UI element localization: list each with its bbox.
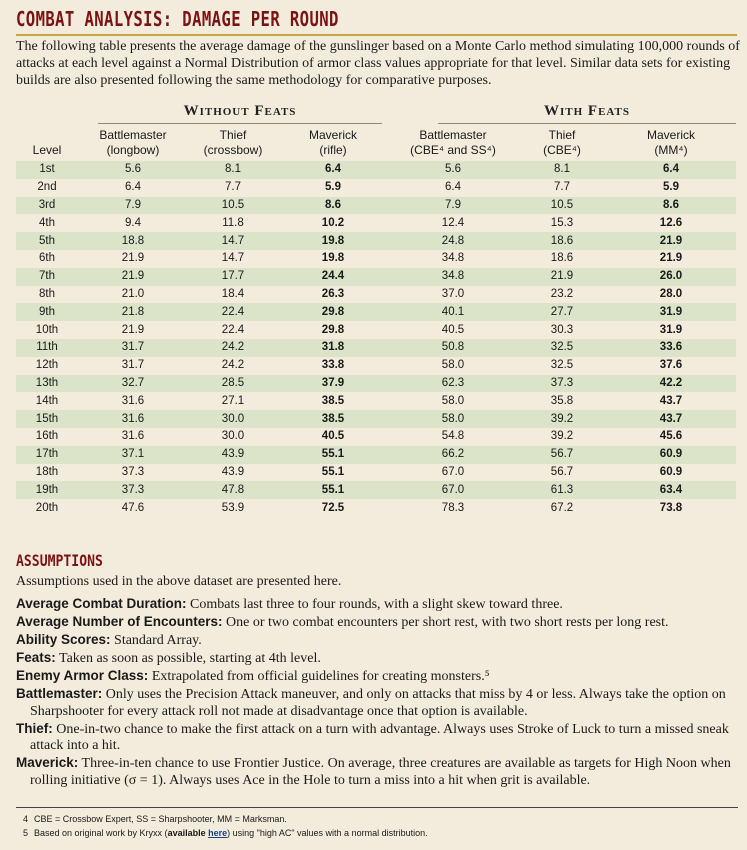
value-cell: 54.8 bbox=[441, 430, 465, 443]
value-cell: 55.1 bbox=[321, 448, 345, 461]
value-cell: 56.7 bbox=[550, 465, 574, 478]
table-row bbox=[16, 250, 736, 268]
value-cell: 11.8 bbox=[222, 216, 244, 229]
column-header-line2: (longbow) bbox=[106, 143, 160, 157]
value-cell: 6.4 bbox=[125, 181, 141, 194]
value-cell: 43.7 bbox=[659, 394, 683, 407]
value-cell: 38.5 bbox=[321, 412, 345, 425]
footnote-text-post: ) using "high AC" values with a normal distribution. bbox=[227, 828, 428, 838]
level-cell: 3rd bbox=[38, 198, 56, 211]
value-cell: 14.7 bbox=[221, 252, 245, 265]
table-row bbox=[16, 410, 736, 428]
level-cell: 17th bbox=[35, 448, 59, 461]
footnote-link-here[interactable]: here bbox=[208, 828, 228, 838]
level-cell: 11th bbox=[36, 341, 58, 354]
level-cell: 14th bbox=[35, 394, 59, 407]
value-cell: 32.7 bbox=[121, 376, 145, 389]
table-row bbox=[16, 197, 736, 215]
footnote-text-pre: Based on original work by Kryxx ( bbox=[34, 828, 168, 838]
assumption-item bbox=[16, 632, 738, 650]
table-row bbox=[16, 214, 736, 232]
value-cell: 37.3 bbox=[121, 465, 145, 478]
level-cell: 1st bbox=[39, 163, 55, 176]
value-cell: 14.7 bbox=[221, 234, 245, 247]
value-cell: 19.8 bbox=[321, 234, 345, 247]
value-cell: 31.8 bbox=[321, 341, 345, 354]
table-body bbox=[16, 161, 736, 517]
footnotes bbox=[16, 812, 738, 840]
value-cell: 53.9 bbox=[221, 501, 245, 514]
value-cell: 39.2 bbox=[550, 430, 574, 443]
footnote-text: CBE = Crossbow Expert, SS = Sharpshooter, MM = Marksman. bbox=[34, 814, 287, 824]
table-row bbox=[16, 428, 736, 446]
group-rule-without bbox=[98, 123, 382, 124]
group-heading-without-feats: Without Feats bbox=[183, 103, 297, 119]
assumption-text: Extrapolated from official guidelines for creating monsters.⁵ bbox=[148, 669, 490, 684]
value-cell: 30.0 bbox=[221, 412, 245, 425]
value-cell: 23.2 bbox=[550, 287, 574, 300]
value-cell: 27.7 bbox=[550, 305, 574, 318]
value-cell: 12.4 bbox=[441, 216, 465, 229]
footnote-rule bbox=[16, 807, 738, 808]
assumption-text: One-in-two chance to make the first attack on a turn with advantage. Always uses Stroke of Luck to turn a missed sneak attack into a hit. bbox=[30, 721, 729, 753]
footnote-4 bbox=[16, 812, 738, 826]
value-cell: 31.7 bbox=[121, 341, 145, 354]
column-header-line2: (CBE⁴ and SS⁴) bbox=[410, 143, 496, 157]
value-cell: 33.6 bbox=[659, 341, 683, 354]
footnote-number: 4 bbox=[22, 814, 28, 824]
value-cell: 18.4 bbox=[221, 287, 245, 300]
value-cell: 58.0 bbox=[441, 359, 465, 372]
level-cell: 20th bbox=[35, 501, 59, 514]
level-cell: 13th bbox=[35, 376, 59, 389]
table-row bbox=[16, 339, 736, 357]
footnote-5 bbox=[16, 826, 738, 840]
intro-paragraph: The following table presents the average damage of the gunslinger based on a Monte Carlo method simulating 100,000 rounds of attacks at each level against a Normal Distribution of armor class values appropriate for that level. Similar data sets for existing builds are also presented following the same methodology for comparative purposes. bbox=[16, 39, 740, 88]
level-cell: 6th bbox=[39, 252, 55, 265]
value-cell: 6.4 bbox=[663, 163, 679, 176]
value-cell: 40.5 bbox=[321, 430, 345, 443]
column-header bbox=[188, 125, 278, 161]
value-cell: 24.4 bbox=[321, 270, 345, 283]
assumptions-intro: Assumptions used in the above dataset are presented here. bbox=[16, 574, 342, 589]
group-heading-with-feats: With Feats bbox=[543, 103, 630, 119]
column-header bbox=[606, 125, 736, 161]
column-header-line1: Thief bbox=[219, 128, 247, 142]
table-row bbox=[16, 464, 736, 482]
value-cell: 62.3 bbox=[441, 376, 465, 389]
value-cell: 37.3 bbox=[121, 483, 145, 496]
level-cell: 12th bbox=[35, 359, 59, 372]
table-row bbox=[16, 179, 736, 197]
level-cell: 9th bbox=[39, 305, 55, 318]
value-cell: 21.9 bbox=[121, 270, 145, 283]
value-cell: 42.2 bbox=[659, 376, 683, 389]
value-cell: 21.9 bbox=[121, 323, 145, 336]
assumption-item bbox=[16, 596, 738, 614]
table-row bbox=[16, 499, 736, 517]
value-cell: 24.2 bbox=[221, 359, 245, 372]
value-cell: 24.8 bbox=[441, 234, 465, 247]
value-cell: 47.6 bbox=[121, 501, 145, 514]
value-cell: 30.0 bbox=[221, 430, 245, 443]
value-cell: 31.7 bbox=[121, 359, 145, 372]
value-cell: 7.7 bbox=[554, 181, 570, 194]
assumption-item bbox=[16, 721, 738, 755]
level-cell: 10th bbox=[35, 323, 59, 336]
value-cell: 18.8 bbox=[121, 234, 145, 247]
value-cell: 32.5 bbox=[550, 341, 574, 354]
assumption-text: Three-in-ten chance to use Frontier Justice. On average, three creatures are available as targets for High Noon when rolling initiative (σ = 1). Always uses Ace in the Hole to turn a miss into a hit when grit is available. bbox=[30, 756, 731, 788]
value-cell: 34.8 bbox=[441, 252, 465, 265]
value-cell: 40.1 bbox=[441, 305, 465, 318]
level-cell: 2nd bbox=[37, 181, 57, 194]
value-cell: 37.1 bbox=[121, 448, 145, 461]
value-cell: 39.2 bbox=[550, 412, 574, 425]
page-title: COMBAT ANALYSIS: DAMAGE PER ROUND bbox=[16, 7, 339, 31]
value-cell: 73.8 bbox=[659, 501, 683, 514]
title-bar bbox=[16, 6, 737, 36]
value-cell: 50.8 bbox=[441, 341, 465, 354]
column-header-line2: (CBE⁴) bbox=[543, 143, 581, 157]
column-header bbox=[78, 125, 188, 161]
table-row bbox=[16, 446, 736, 464]
value-cell: 8.6 bbox=[663, 198, 679, 211]
value-cell: 43.9 bbox=[221, 448, 245, 461]
value-cell: 33.8 bbox=[321, 359, 345, 372]
value-cell: 72.5 bbox=[321, 501, 345, 514]
table-row bbox=[16, 268, 736, 286]
table-row bbox=[16, 286, 736, 304]
value-cell: 37.6 bbox=[659, 359, 683, 372]
value-cell: 21.0 bbox=[121, 287, 145, 300]
value-cell: 31.6 bbox=[121, 430, 145, 443]
level-cell: 5th bbox=[39, 234, 55, 247]
column-header bbox=[278, 125, 388, 161]
value-cell: 26.0 bbox=[659, 270, 683, 283]
value-cell: 8.1 bbox=[554, 163, 570, 176]
level-cell: 15th bbox=[35, 412, 59, 425]
value-cell: 47.8 bbox=[221, 483, 245, 496]
value-cell: 31.6 bbox=[121, 412, 145, 425]
table-header-row bbox=[16, 125, 736, 161]
assumption-term: Thief: bbox=[16, 720, 53, 736]
value-cell: 55.1 bbox=[321, 465, 345, 478]
value-cell: 31.9 bbox=[659, 305, 683, 318]
value-cell: 5.6 bbox=[125, 163, 141, 176]
table-row bbox=[16, 392, 736, 410]
table-row bbox=[16, 232, 736, 250]
value-cell: 32.5 bbox=[550, 359, 574, 372]
assumption-text: Only uses the Precision Attack maneuver, and only on attacks that miss by 4 or less. Always take the option on Sharpshooter for every attack roll not made at disadvantage once that option is available. bbox=[30, 687, 726, 719]
value-cell: 21.9 bbox=[121, 252, 145, 265]
value-cell: 37.3 bbox=[550, 376, 574, 389]
level-cell: 8th bbox=[39, 287, 55, 300]
assumptions-list bbox=[16, 596, 738, 790]
column-header bbox=[518, 125, 606, 161]
assumption-item bbox=[16, 650, 738, 668]
value-cell: 63.4 bbox=[659, 483, 683, 496]
value-cell: 56.7 bbox=[550, 448, 574, 461]
value-cell: 6.4 bbox=[325, 163, 341, 176]
assumption-term: Battlemaster: bbox=[16, 686, 103, 701]
value-cell: 22.4 bbox=[221, 305, 245, 318]
value-cell: 43.7 bbox=[659, 412, 683, 425]
value-cell: 37.9 bbox=[321, 376, 345, 389]
value-cell: 15.3 bbox=[550, 216, 574, 229]
value-cell: 22.4 bbox=[221, 323, 245, 336]
value-cell: 12.6 bbox=[659, 216, 683, 229]
column-header bbox=[388, 125, 518, 161]
assumption-item bbox=[16, 614, 738, 632]
value-cell: 9.4 bbox=[125, 216, 141, 229]
value-cell: 10.2 bbox=[321, 216, 345, 229]
value-cell: 78.3 bbox=[441, 501, 465, 514]
assumption-text: Taken as soon as possible, starting at 4th level. bbox=[55, 651, 321, 666]
value-cell: 30.3 bbox=[550, 323, 574, 336]
value-cell: 7.9 bbox=[445, 198, 461, 211]
value-cell: 19.8 bbox=[321, 252, 345, 265]
value-cell: 45.6 bbox=[659, 430, 683, 443]
column-header-line1: Thief bbox=[548, 128, 576, 142]
column-header-line1: Battlemaster bbox=[99, 128, 167, 142]
value-cell: 43.9 bbox=[221, 465, 245, 478]
assumption-item bbox=[16, 686, 738, 720]
value-cell: 67.2 bbox=[550, 501, 574, 514]
table-row bbox=[16, 321, 736, 339]
assumption-item bbox=[16, 755, 738, 789]
value-cell: 7.9 bbox=[125, 198, 141, 211]
assumption-text: One or two combat encounters per short rest, with two short rests per long rest. bbox=[222, 615, 669, 630]
value-cell: 21.9 bbox=[550, 270, 574, 283]
title-underline bbox=[16, 34, 737, 36]
value-cell: 28.0 bbox=[659, 287, 683, 300]
value-cell: 26.3 bbox=[321, 287, 345, 300]
value-cell: 58.0 bbox=[441, 394, 465, 407]
value-cell: 60.9 bbox=[659, 448, 683, 461]
footnote-available-label: available bbox=[167, 828, 209, 838]
assumption-item bbox=[16, 668, 738, 686]
value-cell: 29.8 bbox=[321, 305, 345, 318]
value-cell: 55.1 bbox=[321, 483, 345, 496]
value-cell: 18.6 bbox=[550, 234, 574, 247]
level-cell: 19th bbox=[35, 483, 59, 496]
value-cell: 28.5 bbox=[221, 376, 245, 389]
value-cell: 60.9 bbox=[659, 465, 683, 478]
column-header-line2: (MM⁴) bbox=[654, 143, 688, 157]
group-rule-with bbox=[438, 123, 736, 124]
dpr-table bbox=[16, 125, 736, 517]
value-cell: 21.9 bbox=[659, 252, 683, 265]
value-cell: 58.0 bbox=[441, 412, 465, 425]
column-header-line2: (rifle) bbox=[319, 143, 347, 157]
table-row bbox=[16, 303, 736, 321]
value-cell: 10.5 bbox=[550, 198, 574, 211]
footnote-number: 5 bbox=[22, 828, 28, 838]
assumption-term: Maverick: bbox=[16, 755, 79, 770]
value-cell: 6.4 bbox=[445, 181, 461, 194]
column-header bbox=[16, 125, 78, 161]
value-cell: 21.8 bbox=[121, 305, 145, 318]
value-cell: 67.0 bbox=[441, 483, 465, 496]
column-header-line1: Maverick bbox=[308, 128, 357, 142]
column-header-line1: Level bbox=[32, 143, 62, 157]
value-cell: 27.1 bbox=[221, 394, 245, 407]
value-cell: 29.8 bbox=[321, 323, 345, 336]
assumptions-heading: ASSUMPTIONS bbox=[16, 551, 103, 570]
table-row bbox=[16, 481, 736, 499]
value-cell: 10.5 bbox=[221, 198, 245, 211]
value-cell: 31.9 bbox=[659, 323, 683, 336]
value-cell: 67.0 bbox=[441, 465, 465, 478]
assumption-text: Combats last three to four rounds, with a slight skew toward three. bbox=[186, 597, 563, 612]
value-cell: 5.9 bbox=[325, 181, 341, 194]
table-row bbox=[16, 357, 736, 375]
value-cell: 37.0 bbox=[441, 287, 465, 300]
level-cell: 18th bbox=[35, 465, 59, 478]
assumption-term: Average Combat Duration: bbox=[16, 596, 187, 611]
table-row bbox=[16, 161, 736, 179]
column-header-line2: (crossbow) bbox=[203, 143, 263, 157]
level-cell: 4th bbox=[39, 216, 55, 229]
assumption-term: Average Number of Encounters: bbox=[16, 614, 223, 629]
value-cell: 18.6 bbox=[550, 252, 574, 265]
value-cell: 61.3 bbox=[550, 483, 574, 496]
column-header-line1: Maverick bbox=[646, 128, 695, 142]
value-cell: 8.1 bbox=[225, 163, 241, 176]
column-header-line1: Battlemaster bbox=[419, 128, 487, 142]
value-cell: 21.9 bbox=[659, 234, 683, 247]
value-cell: 17.7 bbox=[221, 270, 245, 283]
level-cell: 7th bbox=[39, 270, 55, 283]
value-cell: 35.8 bbox=[550, 394, 574, 407]
value-cell: 38.5 bbox=[321, 394, 345, 407]
table-row bbox=[16, 375, 736, 393]
assumption-term: Feats: bbox=[16, 650, 56, 665]
value-cell: 31.6 bbox=[121, 394, 145, 407]
value-cell: 7.7 bbox=[225, 181, 241, 194]
value-cell: 66.2 bbox=[441, 448, 465, 461]
assumption-term: Enemy Armor Class: bbox=[16, 668, 149, 683]
value-cell: 40.5 bbox=[441, 323, 465, 336]
value-cell: 5.9 bbox=[663, 181, 679, 194]
value-cell: 34.8 bbox=[441, 270, 465, 283]
value-cell: 8.6 bbox=[325, 198, 341, 211]
value-cell: 5.6 bbox=[445, 163, 461, 176]
assumption-text: Standard Array. bbox=[110, 633, 202, 648]
value-cell: 24.2 bbox=[221, 341, 245, 354]
assumption-term: Ability Scores: bbox=[16, 632, 111, 647]
level-cell: 16th bbox=[35, 430, 59, 443]
